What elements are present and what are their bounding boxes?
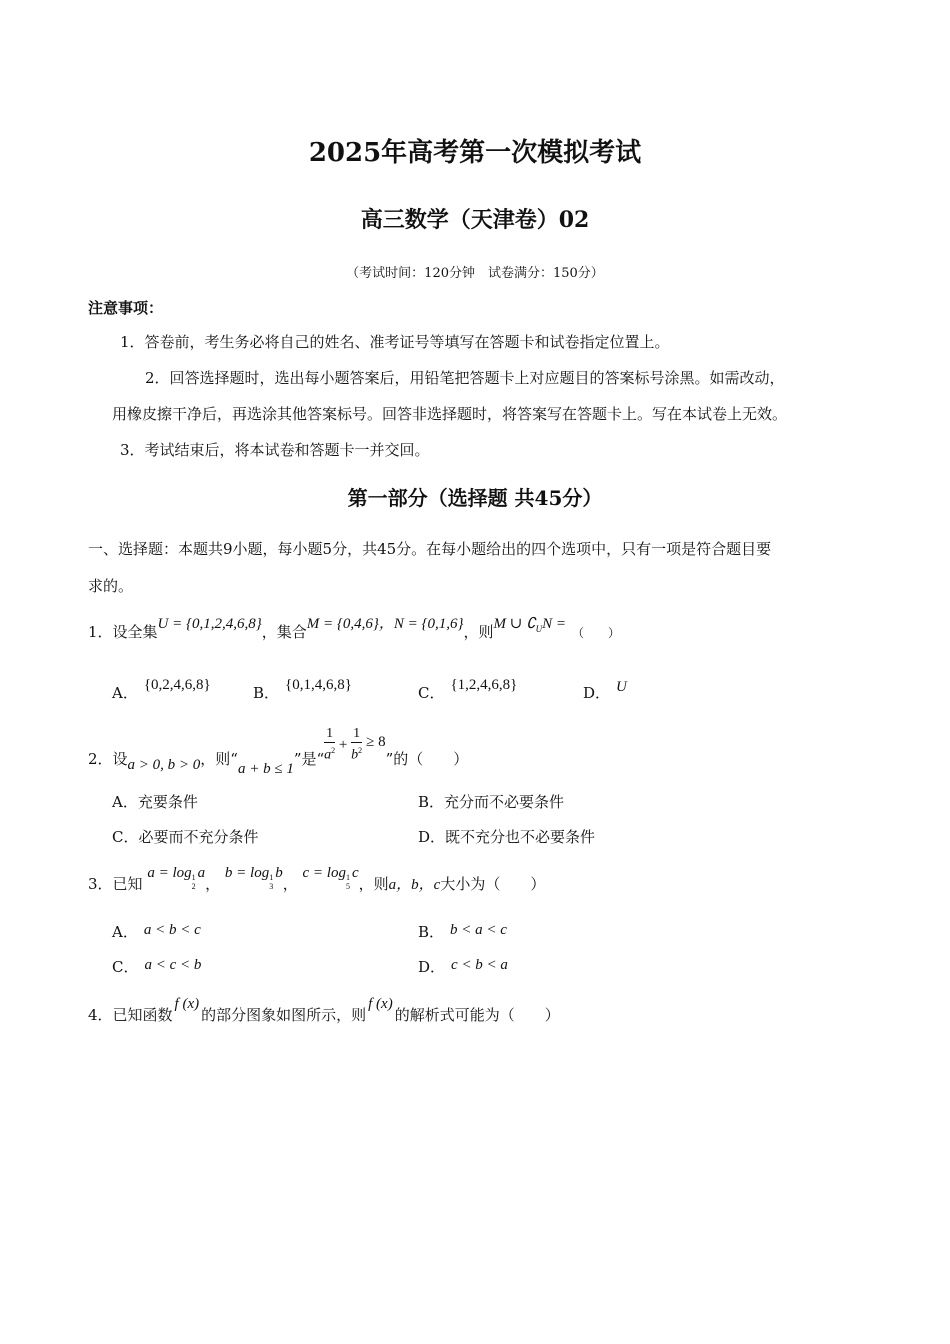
q2-then: ，则“ bbox=[200, 749, 238, 768]
exam-info: （考试时间：120分钟 试卷满分：150分） bbox=[346, 266, 604, 281]
q2-fraction-a: $\frac{1}{a^2}$ bbox=[324, 726, 336, 763]
q1-then: ，则 bbox=[463, 623, 494, 641]
q1-option-c: C． {1,2,4,6,8} bbox=[418, 677, 518, 702]
notice-item-2-line-2: 用橡皮擦干净后，再选涂其他答案标号。回答非选择题时，将答案写在答题卡上。写在本试卷上无效。 bbox=[112, 405, 788, 423]
q4-mid: 的部分图象如图所示，则 bbox=[201, 1006, 367, 1024]
section-intro-line-1: 一、选择题：本题共9小题，每小题5分，共45分。在每小题给出的四个选项中，只有一项是符合题目要 bbox=[88, 540, 772, 558]
q2-option-c: C．必要而不充分条件 bbox=[112, 828, 259, 846]
q1-mid: ，集合 bbox=[261, 623, 307, 641]
q2-option-d: D．既不充分也不必要条件 bbox=[418, 828, 596, 846]
q3-c-expr: c = log 1 5 c bbox=[302, 865, 359, 891]
q2-statement-p: a + b ≤ 1 bbox=[237, 760, 294, 777]
q1-expr: M ∪ $∁_UN$ = bbox=[493, 616, 567, 634]
q4-fx-2: f (x) bbox=[368, 996, 393, 1012]
q2-option-b: B．充分而不必要条件 bbox=[418, 793, 565, 811]
q4-tail: 的解析式可能为（ ） bbox=[394, 1006, 560, 1024]
q4-prefix: 4．已知函数 bbox=[88, 1006, 173, 1024]
q1-stem bbox=[88, 616, 621, 643]
q2-is: ”是“ bbox=[293, 749, 325, 768]
q1-answer-paren: （ ） bbox=[572, 626, 621, 640]
q3-option-d: D． c < b < a bbox=[418, 957, 508, 976]
section-title: 第一部分（选择题 共45分） bbox=[347, 486, 603, 510]
q1-option-d: D． U bbox=[583, 679, 627, 702]
q2-plus: + bbox=[335, 736, 352, 753]
notice-item-1: 1．答卷前，考生务必将自己的姓名、准考证号等填写在答题卡和试卷指定位置上。 bbox=[120, 333, 670, 351]
q3-option-c: C． a < c < b bbox=[112, 957, 202, 976]
q3-tail: 大小为（ ） bbox=[440, 875, 546, 893]
q1-option-a: A． {0,2,4,6,8} bbox=[112, 677, 211, 702]
q4-fx: f (x) bbox=[174, 996, 200, 1012]
q2-option-a: A．充要条件 bbox=[112, 793, 198, 811]
q3-option-b: B． b < a < c bbox=[418, 922, 507, 941]
q3-a-expr: a = log 1 2 a bbox=[147, 865, 206, 891]
q1-set-u: U = {0,1,2,4,6,8} bbox=[157, 616, 262, 632]
section-intro-line-2: 求的。 bbox=[88, 577, 134, 595]
q2-tail: ”的（ ） bbox=[385, 749, 469, 768]
q2-fraction-b: $\frac{1}{b^2}$ bbox=[351, 726, 363, 763]
q1-prefix: 1．设全集 bbox=[88, 623, 158, 641]
q2-condition: a > 0, b > 0 bbox=[127, 756, 201, 773]
q1-option-b: B． {0,1,4,6,8} bbox=[253, 677, 352, 702]
q2-prefix: 2．设 bbox=[88, 749, 128, 768]
notice-item-3: 3．考试结束后，将本试卷和答题卡一并交回。 bbox=[120, 441, 430, 459]
notice-heading: 注意事项： bbox=[88, 299, 164, 317]
exam-subtitle: 高三数学（天津卷）02 bbox=[360, 207, 590, 233]
q2-stem bbox=[88, 726, 469, 777]
q3-tail-vars: a，b，c bbox=[388, 877, 441, 893]
q3-stem: 3．已知 a = log 1 2 a， b = log 1 3 b， c = log 1 5 c，则a，b，c大小为（ ） bbox=[88, 865, 546, 893]
q1-set-mn: M = {0,4,6}，N = {0,1,6} bbox=[306, 616, 464, 632]
q3-tail-pre: ，则 bbox=[358, 875, 389, 893]
notice-item-2-line-1: 2．回答选择题时，选出每小题答案后，用铅笔把答题卡上对应题目的答案标号涂黑。如需改动， bbox=[145, 369, 785, 387]
q4-stem bbox=[88, 996, 560, 1025]
q3-prefix: 3．已知 bbox=[88, 875, 143, 893]
q3-option-a: A． a < b < c bbox=[112, 922, 201, 941]
q3-b-expr: b = log 1 3 b bbox=[224, 865, 283, 891]
q2-ge: ≥ 8 bbox=[366, 733, 386, 750]
exam-title: 2025年高考第一次模拟考试 bbox=[308, 138, 642, 168]
